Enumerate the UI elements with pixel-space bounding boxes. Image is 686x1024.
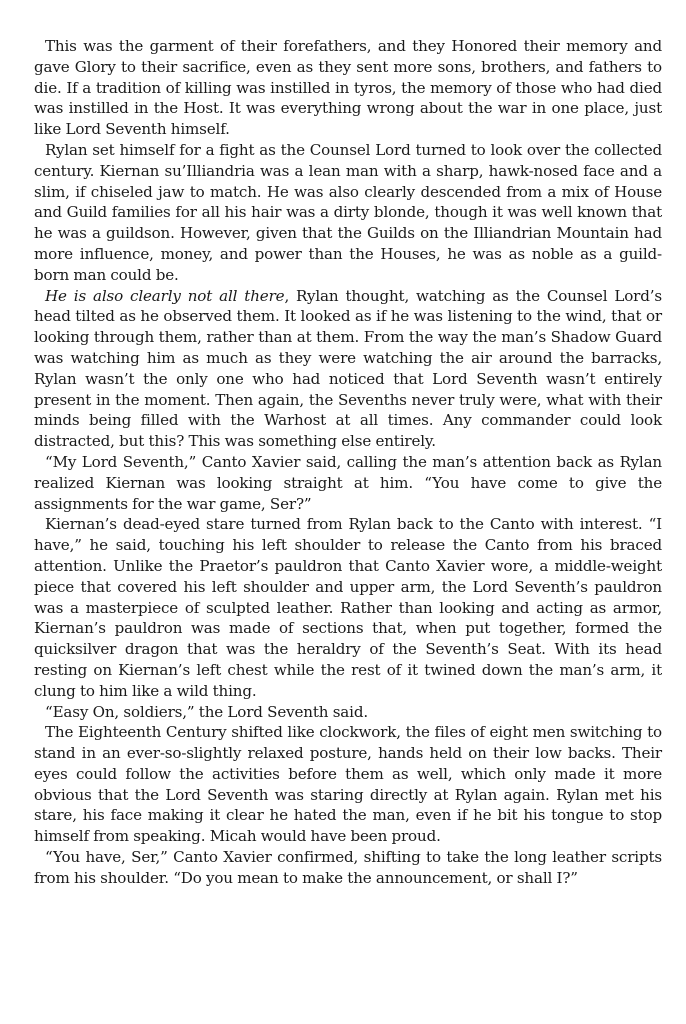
paragraph-5-text: Kiernan’s dead-eyed stare turned from Rylan back to the Canto with interest. “I have,” he said, touching his left shoulder to release the Canto from his braced attention. Unlike the Praetor’s pauldron that Canto Xavier wore, a middle-weight piece that covered his left shoulder and upper arm, the Lord Seventh’s pauldron was a masterpiece of sculpted leather. Rather than looking and acting as armor, Kiernan’s pauldron was made of sections that, when put together, formed the quicksilver dragon that was the heraldry of the Seventh’s Seat. With its head resting on Kiernan’s left chest while the rest of it twined down the man’s arm, it clung to him like a wild thing. (34, 515, 662, 700)
paragraph-8-text: “You have, Ser,” Canto Xavier confirmed, shifting to take the long leather scripts from his shoulder. “Do you mean to make the announcement, or shall I?” (34, 848, 662, 887)
paragraph-2-text: Rylan set himself for a fight as the Counsel Lord turned to look over the collected century. Kiernan su’Illiandria was a lean man with a sharp, hawk-nosed face and a slim, if chiseled jaw to match. He was also clearly descended from a mix of House and Guild families for all his hair was a dirty blonde, though it was well known that he was a guildson. However, given that the Guilds on the Illiandrian Mountain had more influence, money, and power than the Houses, he was as noble as a guild-born man could be. (34, 140, 662, 284)
paragraph-2 (34, 140, 662, 286)
book-page (34, 36, 662, 889)
paragraph-4 (34, 452, 662, 514)
paragraph-4-text: “My Lord Seventh,” Canto Xavier said, calling the man’s attention back as Rylan realized Kiernan was looking straight at him. “You have come to give the assignments for the war game, Ser?” (34, 452, 662, 513)
paragraph-7-text: The Eighteenth Century shifted like clockwork, the files of eight men switching to stand in an ever-so-slightly relaxed posture, hands held on their low backs. Their eyes could follow the activities before them as well, which only made it more obvious that the Lord Seventh was staring directly at Rylan again. Rylan met his stare, his face making it clear he hated the man, even if he bit his tongue to stop himself from speaking. Micah would have been proud. (34, 723, 662, 846)
paragraph-8 (34, 847, 662, 889)
paragraph-3 (34, 286, 662, 452)
paragraph-6 (34, 702, 662, 723)
paragraph-1 (34, 36, 662, 140)
paragraph-6-text: “Easy On, soldiers,” the Lord Seventh said. (45, 702, 368, 721)
paragraph-7 (34, 722, 662, 847)
paragraph-1-text: This was the garment of their forefathers, and they Honored their memory and gave Glory to their sacrifice, even as they sent more sons, brothers, and fathers to die. If a tradition of killing was instilled in tyros, the memory of those who had died was instilled in the Host. It was everything wrong about the war in one place, just like Lord Seventh himself. (34, 37, 662, 139)
paragraph-5 (34, 514, 662, 701)
paragraph-3-italic: He is also clearly not all there (45, 286, 285, 305)
paragraph-3-text: , Rylan thought, watching as the Counsel Lord’s head tilted as he observed them. It looked as if he was listening to the wind, that or looking through them, rather than at them. From the way the man’s Shadow Guard was watching him as much as they were watching the air around the barracks, Rylan wasn’t the only one who had noticed that Lord Seventh wasn’t entirely present in the moment. Then again, the Sevenths never truly were, what with their minds being filled with the Warhost at all times. Any commander could look distracted, but this? This was something else entirely. (34, 286, 662, 451)
